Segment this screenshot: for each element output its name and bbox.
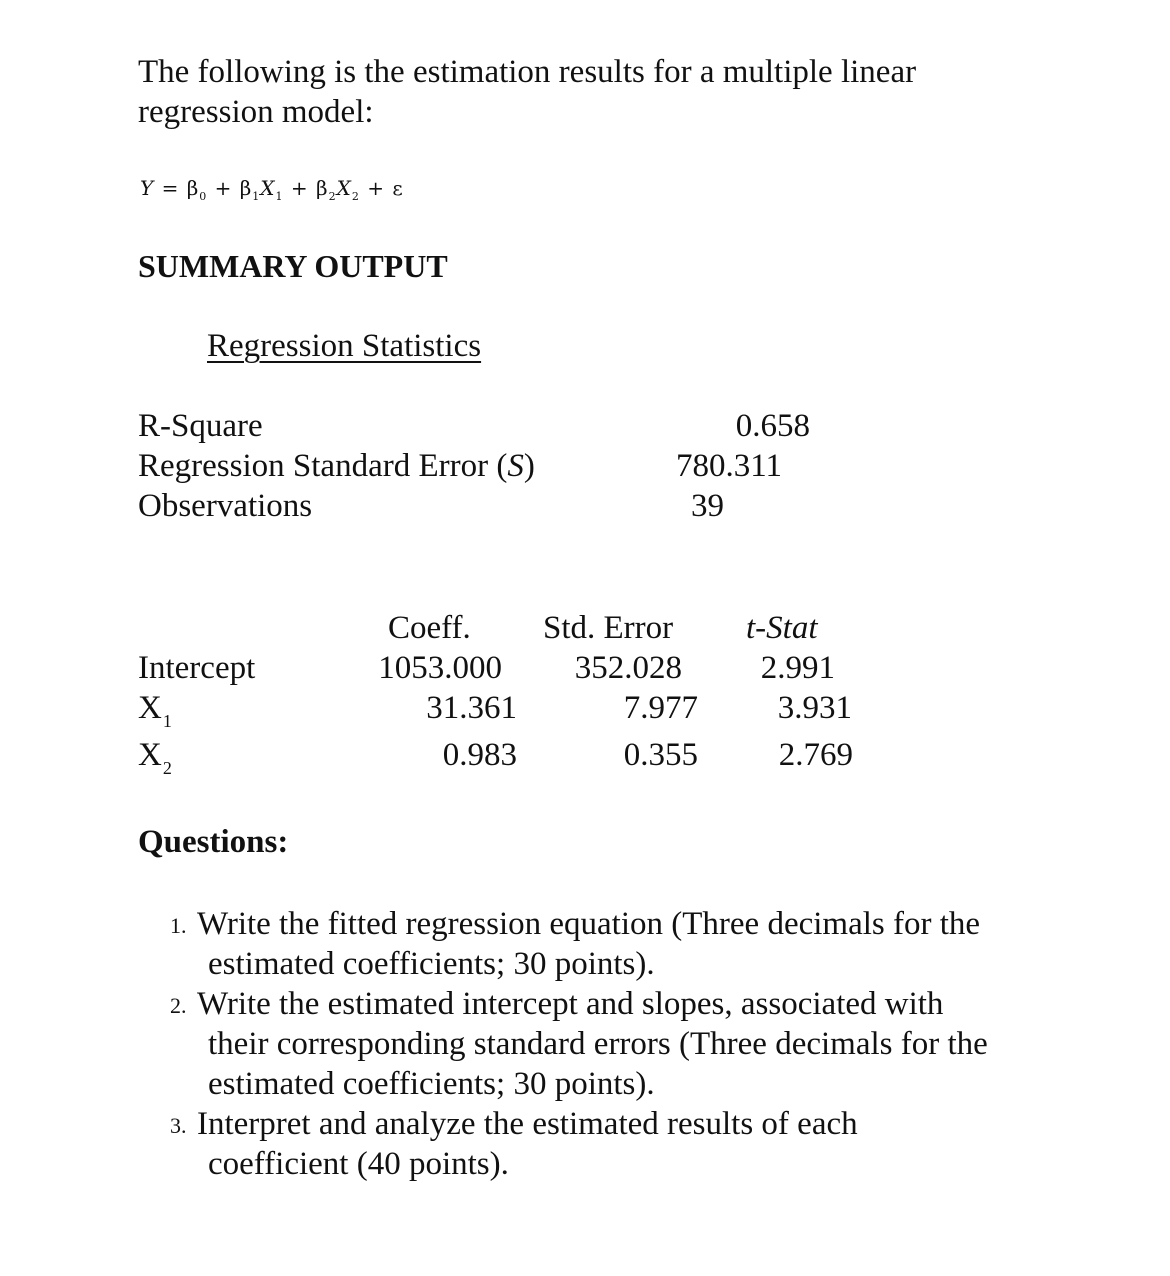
question-item-2 bbox=[170, 984, 1070, 1104]
question-text-1-rest: estimated coefficients; 30 points). bbox=[208, 946, 655, 982]
eq-epsilon: ε bbox=[392, 176, 404, 200]
coef-x1-coeff: 31.361 bbox=[426, 690, 517, 726]
stat-label-std-error-post: ) bbox=[523, 448, 535, 484]
eq-x2: X bbox=[336, 176, 352, 200]
eq-equals: = bbox=[161, 176, 180, 200]
coef-x2-tstat: 2.769 bbox=[778, 737, 853, 773]
coef-row-name-intercept: Intercept bbox=[138, 650, 256, 686]
coef-intercept-tstat: 2.991 bbox=[760, 650, 835, 686]
question-text-3-rest: coefficient (40 points). bbox=[208, 1146, 509, 1182]
col-header-tstat: t-Stat bbox=[746, 610, 818, 646]
stat-label-std-error-var: S bbox=[507, 448, 524, 484]
col-header-coeff: Coeff. bbox=[388, 610, 471, 646]
coef-x1-stderr: 7.977 bbox=[623, 690, 698, 726]
coef-x2-coeff: 0.983 bbox=[442, 737, 517, 773]
eq-beta1: β bbox=[239, 176, 253, 200]
stat-label-std-error bbox=[138, 448, 535, 485]
question-text-3-first: Interpret and analyze the estimated results of each bbox=[197, 1106, 858, 1142]
question-text-2-first: Write the estimated intercept and slopes, associated with bbox=[197, 986, 944, 1022]
question-item-3 bbox=[170, 1104, 1070, 1184]
eq-plus-2: + bbox=[290, 176, 309, 200]
eq-x1-sub: 1 bbox=[275, 190, 284, 203]
eq-beta2-sub: 2 bbox=[328, 190, 337, 203]
question-number-2: 2. bbox=[170, 993, 187, 1018]
regression-statistics-title: Regression Statistics bbox=[207, 328, 482, 364]
question-number-3: 3. bbox=[170, 1113, 187, 1138]
coef-row-name-x2 bbox=[138, 737, 172, 779]
questions-heading: Questions: bbox=[138, 824, 289, 860]
eq-plus-1: + bbox=[214, 176, 233, 200]
eq-beta0-sub: 0 bbox=[199, 190, 208, 203]
eq-beta0: β bbox=[186, 176, 200, 200]
question-number-1: 1. bbox=[170, 913, 187, 938]
eq-beta1-sub: 1 bbox=[252, 190, 261, 203]
questions-list bbox=[170, 904, 1070, 1184]
coef-x1-tstat: 3.931 bbox=[777, 690, 852, 726]
intro-text: The following is the estimation results for a multiple linear regression model: bbox=[138, 54, 917, 130]
coef-x2-sub: 2 bbox=[162, 758, 172, 778]
eq-x1: X bbox=[260, 176, 276, 200]
stat-value-std-error: 780.311 bbox=[675, 448, 782, 484]
stat-label-observations: Observations bbox=[138, 488, 313, 524]
stat-label-std-error-pre: Regression Standard Error ( bbox=[138, 448, 508, 484]
eq-y: Y bbox=[140, 176, 155, 200]
coef-x1-name: X bbox=[138, 690, 162, 726]
coef-x1-sub: 1 bbox=[162, 711, 172, 731]
col-header-stderr: Std. Error bbox=[543, 610, 674, 646]
question-text-2-rest: their corresponding standard errors (Three decimals for the estimated coefficients; 30 points). bbox=[208, 1026, 988, 1102]
eq-x2-sub: 2 bbox=[351, 190, 360, 203]
stat-label-rsquare: R-Square bbox=[138, 408, 263, 444]
coef-x2-stderr: 0.355 bbox=[623, 737, 698, 773]
question-text-1-first: Write the fitted regression equation (Three decimals for the bbox=[197, 906, 981, 942]
eq-plus-3: + bbox=[367, 176, 385, 200]
stat-value-observations: 39 bbox=[691, 488, 724, 524]
coef-intercept-stderr: 352.028 bbox=[574, 650, 682, 686]
question-item-1 bbox=[170, 904, 1070, 984]
eq-beta2: β bbox=[316, 176, 329, 200]
summary-heading: SUMMARY OUTPUT bbox=[138, 248, 448, 284]
coef-row-name-x1 bbox=[138, 690, 172, 732]
model-equation bbox=[140, 176, 404, 203]
coef-intercept-coeff: 1053.000 bbox=[378, 650, 502, 686]
stat-value-rsquare: 0.658 bbox=[735, 408, 810, 444]
coef-x2-name: X bbox=[138, 737, 162, 773]
